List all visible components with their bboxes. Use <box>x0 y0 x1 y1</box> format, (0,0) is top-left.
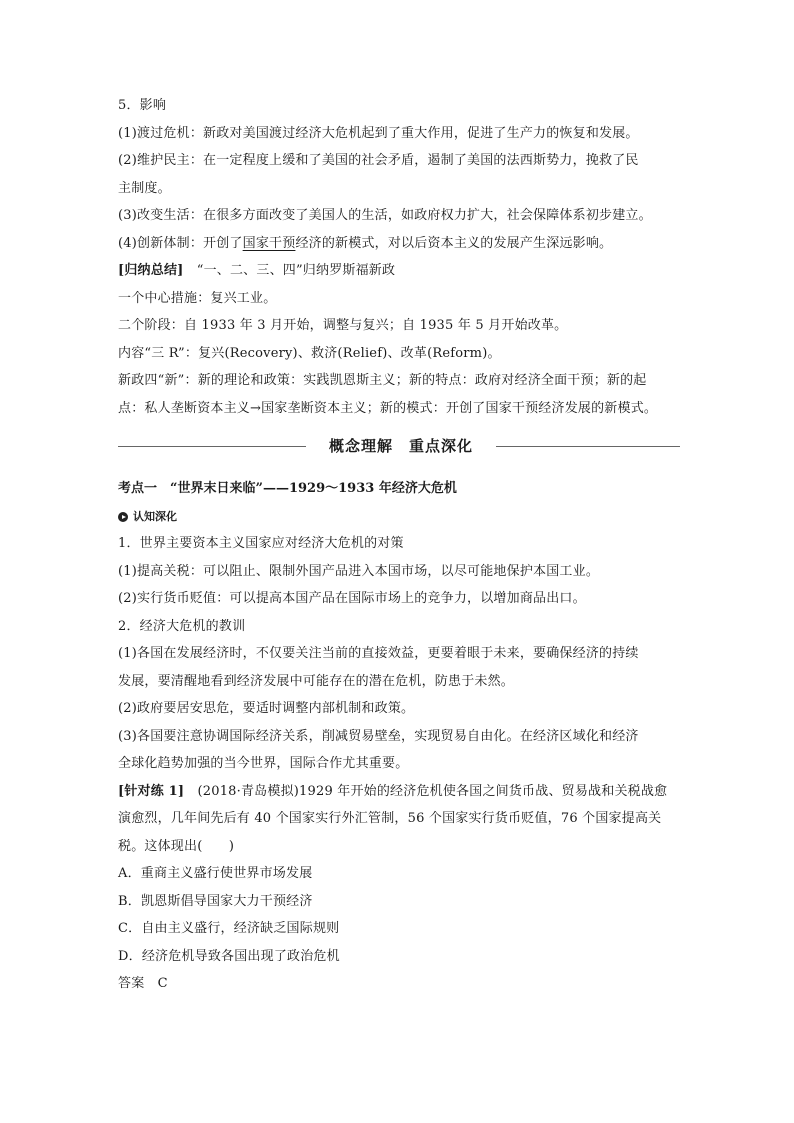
exercise-text-1: (2018·青岛模拟)1929 年开始的经济危机使各国之间货币战、贸易战和关税战愈 <box>197 783 668 799</box>
impact-item-4 <box>118 230 680 258</box>
sec2-item-3-cont: 全球化趋势加强的当今世界，国际合作尤其重要。 <box>118 756 409 771</box>
impact-item-4-underlined: 国家干预 <box>242 235 296 251</box>
answer: 答案 C <box>118 976 168 991</box>
sec1-heading: 1．世界主要资本主义国家应对经济大危机的对策 <box>118 536 404 551</box>
summary-line-3: 内容“三 R”：复兴(Recovery)、救济(Relief)、改革(Reform)。 <box>118 345 501 361</box>
exercise-line-2: 演愈烈，几年间先后有 40 个国家实行外汇管制，56 个国家实行货币贬值，76 个国家提高关 <box>118 811 662 826</box>
summary-line-4: 新政四“新”：新的理论和政策：实践凯恩斯主义；新的特点：政府对经济全面干预；新的起 <box>118 373 647 388</box>
divider-rule-left <box>118 446 306 447</box>
exercise-label: [针对练 1] <box>118 783 185 799</box>
option-d: D．经济危机导致各国出现了政治危机 <box>118 948 340 964</box>
summary-header <box>118 257 680 285</box>
section-divider <box>118 432 680 462</box>
impact-item-2: (2)维护民主：在一定程度上缓和了美国的社会矛盾，遏制了美国的法西斯势力，挽救了民 <box>118 153 639 168</box>
impact-item-3: (3)改变生活：在很多方面改变了美国人的生活，如政府权力扩大，社会保障体系初步建立。 <box>118 208 652 223</box>
sec2-item-1-cont: 发展，要清醒地看到经济发展中可能存在的潜在危机，防患于未然。 <box>118 673 515 689</box>
summary-title: “一、二、三、四”归纳罗斯福新政 <box>196 263 396 278</box>
sub-label-text: 认知深化 <box>133 510 177 523</box>
exercise-line-1 <box>118 778 680 806</box>
sub-label <box>118 504 680 530</box>
summary-line-5: 点：私人垄断资本主义→国家垄断资本主义；新的模式：开创了国家干预经济发展的新模式。 <box>118 400 658 416</box>
impact-item-4-prefix: (4)创新体制：开创了 <box>118 235 243 251</box>
summary-label: [归纳总结] <box>118 263 184 278</box>
sec1-item-1: (1)提高关税：可以阻止、限制外国产品进入本国市场，以尽可能地保护本国工业。 <box>118 563 600 579</box>
exam-point-title: 考点一 “世界末日来临”——1929～1933 年经济大危机 <box>118 481 457 496</box>
impact-item-1: (1)渡过危机：新政对美国渡过经济大危机起到了重大作用，促进了生产力的恢复和发展。 <box>118 125 639 141</box>
sec2-heading: 2．经济大危机的教训 <box>118 618 246 634</box>
document-page <box>118 92 680 998</box>
exercise-line-3: 税。这体现出( ) <box>118 838 235 854</box>
summary-line-2: 二个阶段：自 1933 年 3 月开始，调整与复兴；自 1935 年 5 月开始改革。 <box>118 318 568 333</box>
play-circle-icon <box>118 512 128 522</box>
impact-heading: 5．影响 <box>118 98 167 113</box>
divider-rule-right <box>496 446 680 447</box>
option-b: B．凯恩斯倡导国家大力干预经济 <box>118 893 313 909</box>
sec2-item-1: (1)各国在发展经济时，不仅要关注当前的直接效益，更要着眼于未来，要确保经济的持续 <box>118 646 639 661</box>
option-a: A．重商主义盛行使世界市场发展 <box>118 866 313 881</box>
sec1-item-2: (2)实行货币贬值：可以提高本国产品在国际市场上的竞争力，以增加商品出口。 <box>118 591 586 606</box>
option-c: C．自由主义盛行，经济缺乏国际规则 <box>118 921 340 936</box>
sec2-item-2: (2)政府要居安思危，要适时调整内部机制和政策。 <box>118 701 415 716</box>
section-title: 概念理解 重点深化 <box>328 437 473 455</box>
sec2-item-3: (3)各国要注意协调国际经济关系，削减贸易壁垒，实现贸易自由化。在经济区域化和经济 <box>118 728 639 744</box>
impact-item-4-suffix: 经济的新模式，对以后资本主义的发展产生深远影响。 <box>295 235 613 251</box>
summary-line-1: 一个中心措施：复兴工业。 <box>118 290 277 306</box>
impact-item-2-cont: 主制度。 <box>118 180 171 196</box>
